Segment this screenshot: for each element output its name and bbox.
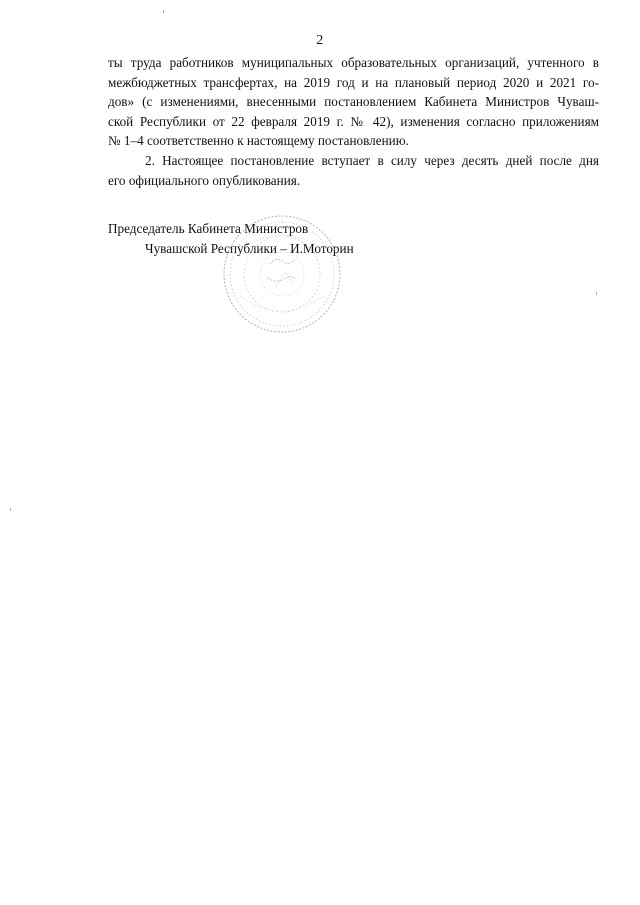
signature-block: [108, 219, 354, 258]
document-body: [108, 53, 599, 190]
signature-title: Председатель Кабинета Министров: [108, 221, 309, 236]
body-line: № 1–4 соответственно к настоящему постановлению.: [108, 133, 409, 149]
scan-artifact: [596, 292, 597, 295]
scan-artifact: [10, 508, 11, 511]
body-line: его официального опубликования.: [108, 172, 301, 188]
page-number: 2: [316, 33, 324, 48]
scan-artifact: [163, 10, 164, 13]
signature-name: Чувашской Республики – И.Моторин: [145, 240, 354, 256]
body-line: межбюджетных трансфертах, на 2019 год и на плановый период 2020 и 2021 го-: [108, 74, 599, 90]
body-line: 2. Настоящее постановление вступает в силу через десять дней после дня: [145, 152, 599, 168]
body-line: дов» (с изменениями, внесенными постановлением Кабинета Министров Чуваш-: [108, 94, 599, 110]
body-line: ты труда работников муниципальных образовательных организаций, учтенного в: [108, 55, 599, 70]
body-line: ской Республики от 22 февраля 2019 г. № 42), изменения согласно приложениям: [108, 113, 599, 129]
